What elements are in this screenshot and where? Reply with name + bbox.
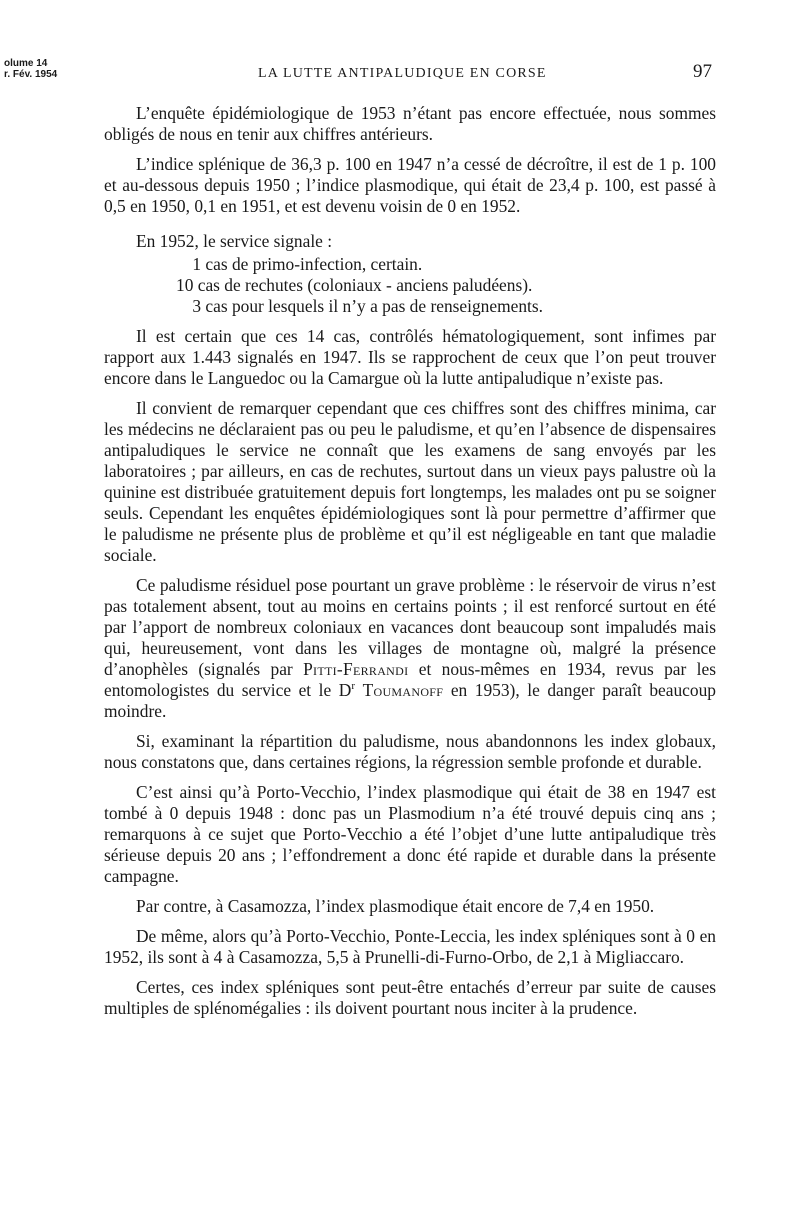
volume-info <box>4 58 57 80</box>
issue-date: r. Fév. 1954 <box>4 69 58 80</box>
running-head <box>0 58 800 98</box>
paragraph-5: Il convient de remarquer cependant que ces chiffres sont des chiffres minima, car les médecins ne déclaraient pas ou peu le paludisme, et qu’en l’absence de dispensaires antipaludiques le service ne connaît que les examens de sang envoyés par les laboratoires ; par ailleurs, en cas de rechutes, surtout dans un vieux pays palustre où la quinine est distribuée gratuitement depuis fort longtemps, les malades ont pu se soigner seuls. Cependant les enquêtes épidémiologiques sont là pour permettre d’affirmer que le paludisme ne présente plus de problème et qu’il est négligeable en tant que maladie sociale. <box>104 398 716 565</box>
paragraph-3: En 1952, le service signale : <box>136 231 333 251</box>
paragraph-6-text-b: et nous-mêmes en 1934, revus par les entomologistes du service et le D <box>104 659 716 700</box>
page-number: 97 <box>693 61 712 82</box>
volume-number: olume 14 <box>4 58 48 69</box>
case-list <box>104 254 716 317</box>
paragraph-6 <box>104 575 716 722</box>
paragraph-6-text-a: Ce paludisme résiduel pose pourtant un grave problème : le réservoir de virus n’est pas totalement absent, tout au moins en certains points ; il est renforcé surtout en été par l’apport de nombreux coloniaux en vacances dont beaucoup sont impaludés mais qui, heureusement, vont dans les villages de montagne où, malgré la présence d’anophèles (signalés par <box>104 575 716 679</box>
list-item: 10 cas de rechutes (coloniaux - anciens paludéens). <box>176 275 533 295</box>
paragraph-4: Il est certain que ces 14 cas, contrôlés hématologiquement, sont infimes par rapport aux 1.443 signalés en 1947. Ils se rapprochent de ceux que l’on peut trouver encore dans le Languedoc ou la Camargue où la lutte antipaludique n’existe pas. <box>104 326 716 388</box>
paragraph-2: L’indice splénique de 36,3 p. 100 en 1947 n’a cessé de décroître, il est de 1 p. 100 et au-dessous depuis 1950 ; l’indice plasmodique, qui était de 23,4 p. 100, est passé à 0,5 en 1950, 0,1 en 1951, et est devenu voisin de 0 en 1952. <box>104 154 716 216</box>
paragraph-8: C’est ainsi qu’à Porto-Vecchio, l’index plasmodique qui était de 38 en 1947 est tombé à 0 depuis 1948 : donc pas un Plasmodium n’a été trouvé depuis cinq ans ; remarquons à ce sujet que Porto-Vecchio a été l’objet d’une lutte antipaludique très sérieuse depuis 20 ans ; l’effondrement a donc été rapide et durable dans la présente campagne. <box>104 782 716 886</box>
paragraph-9: Par contre, à Casamozza, l’index plasmodique était encore de 7,4 en 1950. <box>136 896 655 916</box>
paragraph-7: Si, examinant la répartition du paludisme, nous abandonnons les index globaux, nous constatons que, dans certaines régions, la régression semble profonde et durable. <box>104 731 716 772</box>
title-superscript: r <box>351 680 356 693</box>
paragraph-10: De même, alors qu’à Porto-Vecchio, Ponte-Leccia, les index spléniques sont à 0 en 1952, ils sont à 4 à Casamozza, 5,5 à Prunelli-di-Furno-Orbo, de 2,1 à Migliaccaro. <box>104 926 716 967</box>
author-name-pitti-ferrandi: Pitti-Ferrandi <box>303 659 409 679</box>
paragraph-1: L’enquête épidémiologique de 1953 n’étant pas encore effectuée, nous sommes obligés de nous en tenir aux chiffres antérieurs. <box>104 103 716 144</box>
paragraph-11: Certes, ces index spléniques sont peut-être entachés d’erreur par suite de causes multiples de splénomégalies : ils doivent pourtant nous inciter à la prudence. <box>104 977 716 1018</box>
paragraph-6-text-c: en 1953), le danger paraît beaucoup moindre. <box>104 680 716 721</box>
article-body <box>104 103 716 1028</box>
list-item: 1 cas de primo-infection, certain. <box>188 254 423 274</box>
author-name-toumanoff: Toumanoff <box>362 680 444 700</box>
list-item: 3 cas pour lesquels il n’y a pas de renseignements. <box>188 296 543 316</box>
running-title: LA LUTTE ANTIPALUDIQUE EN CORSE <box>258 66 547 81</box>
